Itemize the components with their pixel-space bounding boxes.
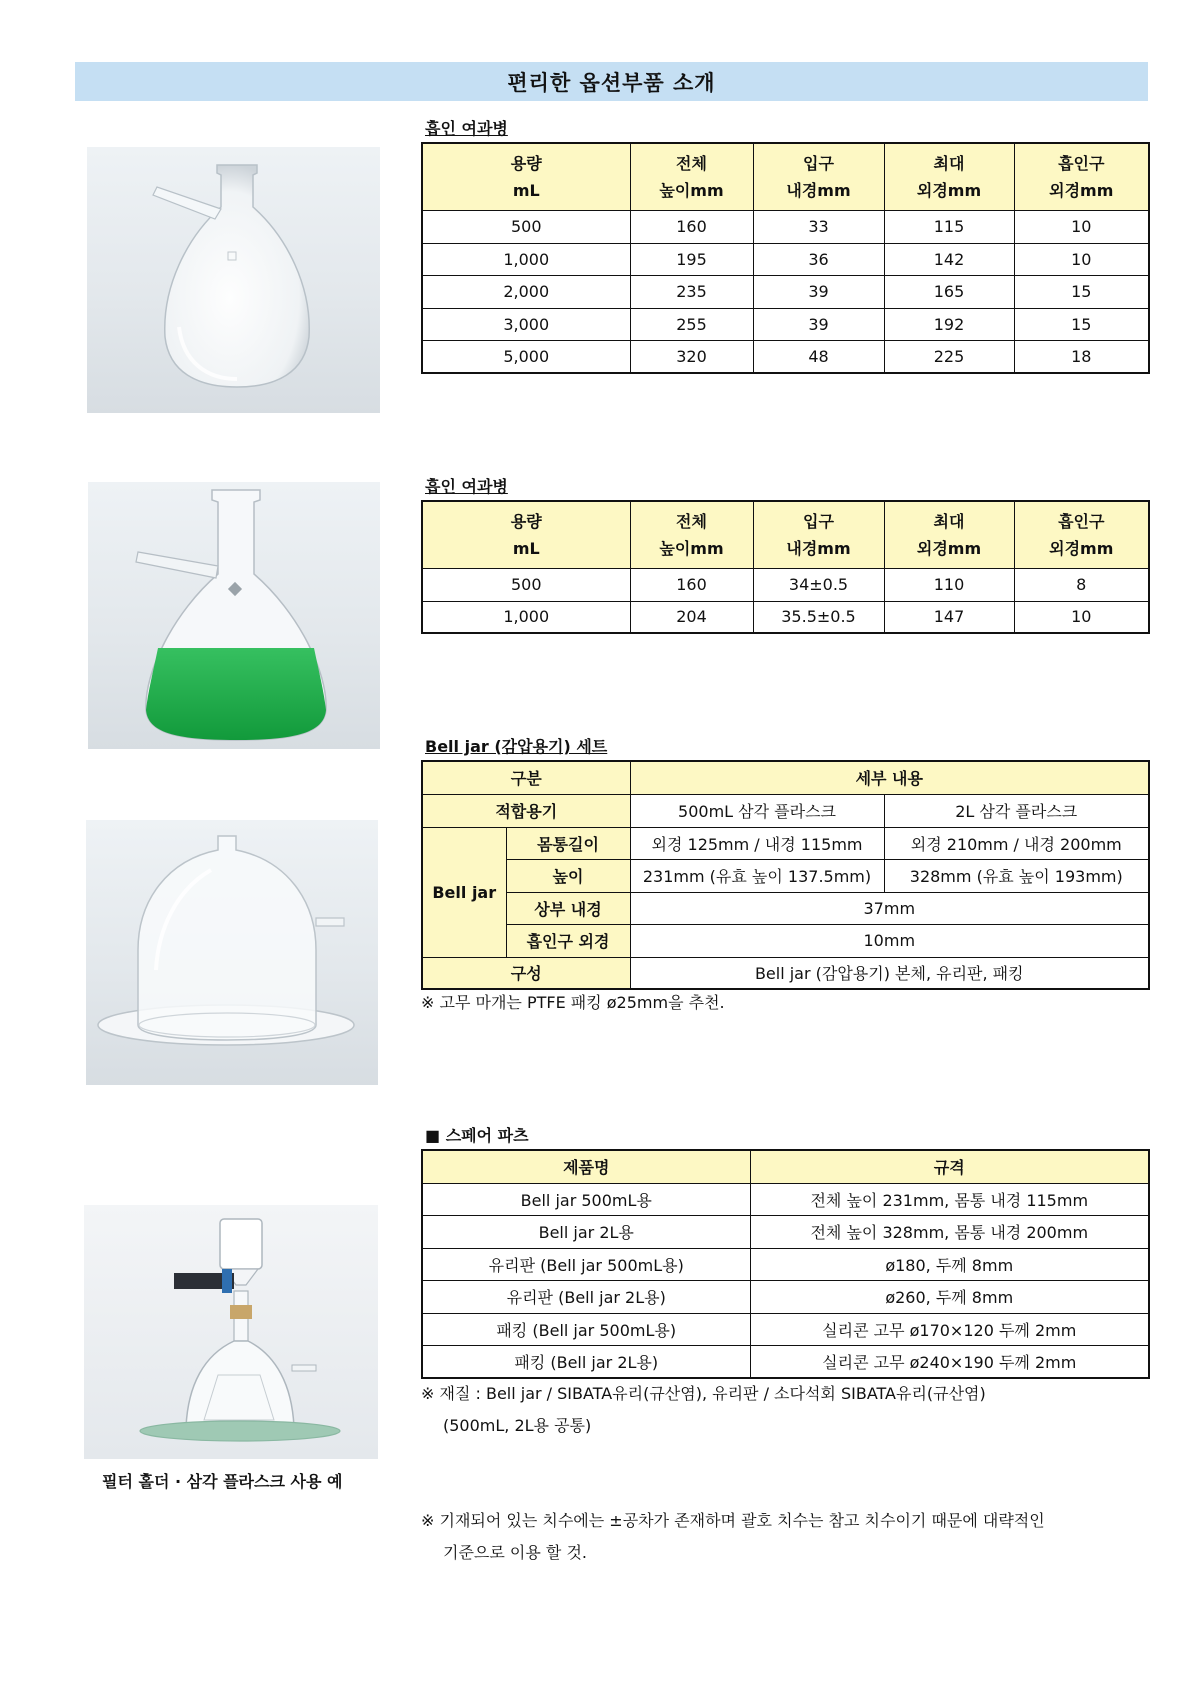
- bell-jar-image: [86, 820, 378, 1085]
- table-header-row: [422, 1150, 1149, 1183]
- table-row: [422, 957, 1149, 989]
- table-cell: 320: [630, 340, 753, 373]
- table-cell: 500: [422, 210, 630, 243]
- page-title-banner: [75, 62, 1148, 101]
- table-cell: 외경 210mm / 내경 200mm: [884, 827, 1149, 859]
- table-cell: 실리콘 고무 ø170×120 두께 2mm: [750, 1313, 1149, 1345]
- table-cell: 1,000: [422, 243, 630, 275]
- row-label-composition: 구성: [422, 957, 630, 989]
- column-header-total-height: 전체 높이mm: [630, 501, 753, 568]
- material-note: [421, 1378, 986, 1442]
- table-cell: 전체 높이 328mm, 몸통 내경 200mm: [750, 1215, 1149, 1248]
- table-row: [422, 924, 1149, 957]
- table-cell: 15: [1014, 308, 1149, 340]
- table-cell: 255: [630, 308, 753, 340]
- table-cell: 204: [630, 601, 753, 633]
- table-header-row: [422, 761, 1149, 794]
- table-row: [422, 601, 1149, 633]
- suction-flask-image: [87, 147, 380, 413]
- table-row: [422, 243, 1149, 275]
- table-cell: Bell jar 2L용: [422, 1215, 750, 1248]
- table-cell: 37mm: [630, 892, 1149, 924]
- table-row: [422, 308, 1149, 340]
- tolerance-note-line-1: ※ 기재되어 있는 치수에는 ±공차가 존재하며 괄호 치수는 참고 치수이기 때문에 대략적인: [421, 1511, 1045, 1530]
- table-cell: 패킹 (Bell jar 2L용): [422, 1345, 750, 1378]
- table-cell: 5,000: [422, 340, 630, 373]
- table-cell: Bell jar 500mL용: [422, 1183, 750, 1215]
- table-cell: 500: [422, 568, 630, 601]
- spare-parts-title: ■ 스페어 파츠: [425, 1126, 529, 1145]
- table-cell: 235: [630, 275, 753, 308]
- table-cell: 유리판 (Bell jar 500mL용): [422, 1248, 750, 1280]
- table-cell: 34±0.5: [753, 568, 884, 601]
- row-label-top-inner: 상부 내경: [506, 892, 630, 924]
- table-cell: 10mm: [630, 924, 1149, 957]
- table-cell: 160: [630, 210, 753, 243]
- table-row: [422, 827, 1149, 859]
- table-cell: 192: [884, 308, 1014, 340]
- table-cell: 142: [884, 243, 1014, 275]
- row-label-suction-outer: 흡인구 외경: [506, 924, 630, 957]
- spare-parts-table: [421, 1149, 1150, 1379]
- table-row: [422, 892, 1149, 924]
- table-cell: 외경 125mm / 내경 115mm: [630, 827, 884, 859]
- table-row: [422, 1280, 1149, 1313]
- table-cell: 실리콘 고무 ø240×190 두께 2mm: [750, 1345, 1149, 1378]
- table-cell: Bell jar (감압용기) 본체, 유리판, 패킹: [630, 957, 1149, 989]
- table-cell: 10: [1014, 601, 1149, 633]
- table-row: [422, 1248, 1149, 1280]
- column-header-suction-outer: 흡인구 외경mm: [1014, 501, 1149, 568]
- flask-spec-table-2: [421, 500, 1150, 634]
- column-header-capacity: 용량 mL: [422, 501, 630, 568]
- table-cell: 1,000: [422, 601, 630, 633]
- table-cell: ø180, 두께 8mm: [750, 1248, 1149, 1280]
- table-cell: 36: [753, 243, 884, 275]
- table-row: [422, 794, 1149, 827]
- table-cell: 2L 삼각 플라스크: [884, 794, 1149, 827]
- filter-holder-photo: [84, 1205, 378, 1459]
- flask-spec-table-1: [421, 142, 1150, 374]
- table-cell: 225: [884, 340, 1014, 373]
- table-header-row: [422, 501, 1149, 568]
- table-cell: 유리판 (Bell jar 2L용): [422, 1280, 750, 1313]
- table-cell: ø260, 두께 8mm: [750, 1280, 1149, 1313]
- table-row: [422, 210, 1149, 243]
- table-cell: 160: [630, 568, 753, 601]
- suction-flask-green-image: [88, 482, 380, 749]
- table-cell: 115: [884, 210, 1014, 243]
- row-label-height: 높이: [506, 859, 630, 892]
- table-cell: 8: [1014, 568, 1149, 601]
- material-note-line-2: (500mL, 2L용 공통): [443, 1416, 592, 1435]
- table-row: [422, 340, 1149, 373]
- table-cell: 39: [753, 308, 884, 340]
- flask-table-2-title: 흡인 여과병: [425, 477, 508, 496]
- table-cell: 328mm (유효 높이 193mm): [884, 859, 1149, 892]
- table-cell: 500mL 삼각 플라스크: [630, 794, 884, 827]
- table-cell: 35.5±0.5: [753, 601, 884, 633]
- filter-holder-caption: 필터 홀더 · 삼각 플라스크 사용 예: [102, 1472, 343, 1491]
- table-cell: 195: [630, 243, 753, 275]
- column-header-max-outer: 최대 외경mm: [884, 143, 1014, 210]
- table-cell: 10: [1014, 210, 1149, 243]
- table-cell: 15: [1014, 275, 1149, 308]
- suction-flask-green-photo: [88, 482, 380, 749]
- table-cell: 231mm (유효 높이 137.5mm): [630, 859, 884, 892]
- table-cell: 165: [884, 275, 1014, 308]
- table-cell: 3,000: [422, 308, 630, 340]
- column-header-spec: 규격: [750, 1150, 1149, 1183]
- column-header-suction-outer: 흡인구 외경mm: [1014, 143, 1149, 210]
- table-cell: 33: [753, 210, 884, 243]
- flask-table-1-title: 흡인 여과병: [425, 119, 508, 138]
- filter-holder-image: [84, 1205, 378, 1459]
- table-row: [422, 859, 1149, 892]
- page-title: 편리한 옵션부품 소개: [507, 70, 716, 95]
- column-header-total-height: 전체 높이mm: [630, 143, 753, 210]
- column-header-max-outer: 최대 외경mm: [884, 501, 1014, 568]
- column-header-category: 구분: [422, 761, 630, 794]
- row-label-body-length: 몸통길이: [506, 827, 630, 859]
- table-row: [422, 275, 1149, 308]
- row-group-bell-jar: Bell jar: [422, 827, 506, 957]
- column-header-detail: 세부 내용: [630, 761, 1149, 794]
- bell-jar-note: ※ 고무 마개는 PTFE 패킹 ø25mm을 추천.: [421, 993, 725, 1012]
- tolerance-note-line-2: 기준으로 이용 할 것.: [443, 1543, 587, 1562]
- table-header-row: [422, 143, 1149, 210]
- table-cell: 2,000: [422, 275, 630, 308]
- bell-jar-photo: [86, 820, 378, 1085]
- bell-jar-spec-table: [421, 760, 1150, 990]
- table-row: [422, 568, 1149, 601]
- table-row: [422, 1313, 1149, 1345]
- table-row: [422, 1345, 1149, 1378]
- tolerance-note: [421, 1505, 1045, 1569]
- table-cell: 10: [1014, 243, 1149, 275]
- table-row: [422, 1215, 1149, 1248]
- table-cell: 전체 높이 231mm, 몸통 내경 115mm: [750, 1183, 1149, 1215]
- row-label-suitable: 적합용기: [422, 794, 630, 827]
- table-cell: 39: [753, 275, 884, 308]
- table-cell: 48: [753, 340, 884, 373]
- table-cell: 110: [884, 568, 1014, 601]
- table-row: [422, 1183, 1149, 1215]
- column-header-mouth-inner: 입구 내경mm: [753, 143, 884, 210]
- column-header-mouth-inner: 입구 내경mm: [753, 501, 884, 568]
- table-cell: 18: [1014, 340, 1149, 373]
- suction-flask-photo: [87, 147, 380, 413]
- column-header-product-name: 제품명: [422, 1150, 750, 1183]
- table-cell: 패킹 (Bell jar 500mL용): [422, 1313, 750, 1345]
- bell-jar-table-title: Bell jar (감압용기) 세트: [425, 737, 608, 756]
- column-header-capacity: 용량 mL: [422, 143, 630, 210]
- material-note-line-1: ※ 재질 : Bell jar / SIBATA유리(규산염), 유리판 / 소다석회 SIBATA유리(규산염): [421, 1384, 986, 1403]
- table-cell: 147: [884, 601, 1014, 633]
